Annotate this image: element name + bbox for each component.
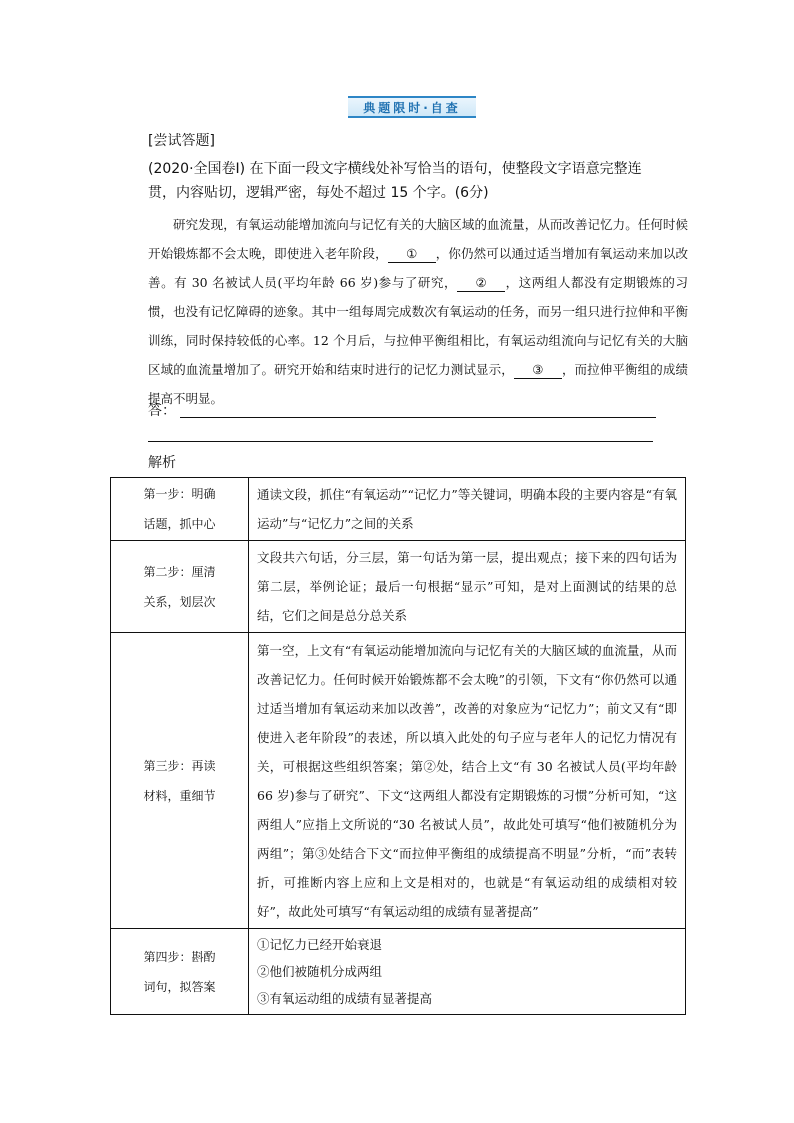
step-title: 第一步：明确 (143, 487, 216, 501)
passage-text-3: ，这两组人都没有定期锻炼的习惯，也没有记忆障碍的迹象。其中一组每周完成数次有氧运动的任务，而另一组只进行拉伸和平衡训练，同时保持较低的心率。12 个月后，与拉伸平衡组相比，有氧运动组流向与记忆有关的大脑区域的血流量增加了。研究开始和结束时进行的记忆力测试显示， (148, 275, 688, 377)
answer-item-3: ③有氧运动组的成绩有显著提高 (257, 991, 433, 1006)
blank-2: ② (457, 275, 505, 292)
answer-list (249, 929, 686, 1015)
step-content (249, 541, 686, 633)
step-content-text: 通读文段，抓住“有氧运动”“记忆力”等关键词，明确本段的主要内容是“有氧运动”与“记忆力”之间的关系 (257, 487, 677, 531)
step-subtitle: 词句，拟答案 (143, 979, 216, 994)
analysis-row-2 (111, 541, 686, 633)
step-title: 第四步：斟酌 (143, 949, 216, 964)
step-content (249, 478, 686, 541)
answer-item-1: ①记忆力已经开始衰退 (257, 937, 383, 952)
step-subtitle: 话题，抓中心 (143, 517, 216, 531)
analysis-label: 解析 (148, 455, 176, 471)
step-content (249, 633, 686, 929)
step-title: 第二步：厘清 (143, 564, 216, 579)
answer-line-2 (148, 441, 653, 442)
passage-text-4: ，而拉伸平衡组的成绩提高不明显。 (148, 362, 688, 406)
step-subtitle: 关系，划层次 (143, 594, 216, 609)
section-label: [尝试答题] (148, 133, 215, 149)
analysis-row-3 (111, 633, 686, 929)
step-cell (111, 541, 249, 633)
answer-item-2: ②他们被随机分成两组 (257, 964, 383, 979)
answer-line-1 (180, 417, 656, 418)
step-title: 第三步：再读 (143, 758, 216, 773)
reading-passage (148, 210, 688, 413)
step-content-text: 第一空，上文有“有氧运动能增加流向与记忆有关的大脑区域的血流量，从而改善记忆力。任何时候开始锻炼都不会太晚”的引领，下文有“你仍然可以通过适当增加有氧运动来加以改善”，改善的对象应为“记忆力”；前文又有“即使进入老年阶段”的表述，所以填入此处的句子应与老年人的记忆力情况有关，可根据这些组织答案；第②处，结合上文“有 30 名被试人员(平均年龄 66 岁)参与了研究”、下文“这两组人都没有定期锻炼的习惯”分析可知，“这两组人”应指上文所说的“30 名被试人员”，故此处可填写“他们被随机分为两组”；第③处结合下文“而拉伸平衡组的成绩提高不明显”分析，“而”表转折，可推断内容上应和上文是相对的，也就是“有氧运动组的成绩相对较好”，故此处可填写“有氧运动组的成绩有显著提高” (257, 642, 677, 919)
passage-text-2: ，你仍然可以通过适当增加有氧运动来加以改善。有 30 名被试人员(平均年龄 66 岁)参与了研究， (148, 246, 688, 290)
analysis-row-4 (111, 929, 686, 1015)
blank-1: ① (388, 246, 436, 263)
answer-row (148, 400, 658, 422)
step-content-text: 文段共六句话，分三层，第一句话为第一层，提出观点；接下来的四句话为第二层，举例论证；最后一句根据“显示”可知，是对上面测试的结果的总结，它们之间是总分总关系 (257, 550, 677, 623)
blank-3: ③ (514, 362, 562, 379)
step-cell (111, 633, 249, 929)
passage-text-1: 研究发现，有氧运动能增加流向与记忆有关的大脑区域的血流量，从而改善记忆力。任何时候开始锻炼都不会太晚，即使进入老年阶段， (148, 217, 688, 261)
analysis-row-1 (111, 478, 686, 541)
step-cell (111, 929, 249, 1015)
section-banner: 典题限时·自查 (348, 96, 476, 118)
analysis-table (110, 477, 686, 1015)
step-subtitle: 材料，重细节 (143, 788, 216, 803)
step-cell (111, 478, 249, 541)
answer-label: 答： (148, 403, 176, 419)
question-prompt: (2020·全国卷Ⅰ) 在下面一段文字横线处补写恰当的语句，使整段文字语意完整连贯，内容贴切，逻辑严密，每处不超过 15 个字。(6分) (148, 161, 642, 201)
